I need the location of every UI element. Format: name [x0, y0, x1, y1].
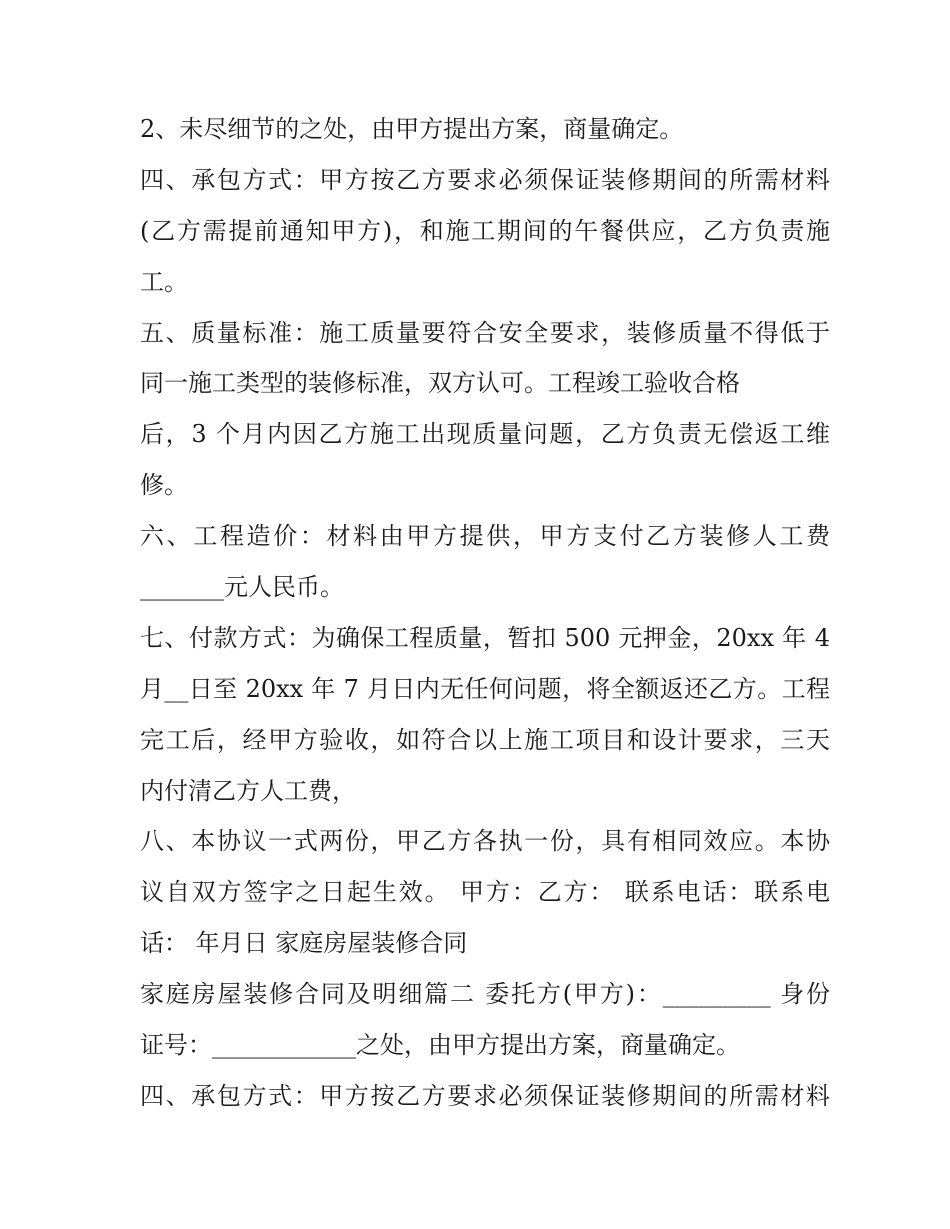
text-line-10: _______元人民币。 — [140, 573, 344, 602]
text-line-8: 修。 — [140, 471, 188, 500]
document-body — [140, 104, 830, 1122]
text-line-5: 五、质量标准：施工质量要符合安全要求，装修质量不得低于 — [140, 318, 830, 347]
text-line-17: 话： 年月日 家庭房屋装修合同 — [140, 929, 468, 958]
text-line-3: (乙方需提前通知甲方)，和施工期间的午餐供应，乙方负责施 — [140, 216, 830, 245]
text-line-14: 内付清乙方人工费， — [140, 776, 356, 805]
text-line-13: 完工后，经甲方验收，如符合以上施工项目和设计要求，三天 — [140, 725, 830, 754]
text-line-6: 同一施工类型的装修标准，双方认可。工程竣工验收合格 — [140, 369, 740, 398]
text-line-19: 证号：____________之处，由甲方提出方案，商量确定。 — [140, 1031, 740, 1060]
text-line-1: 2、未尽细节的之处，由甲方提出方案，商量确定。 — [140, 115, 684, 143]
text-line-16: 议自双方签字之日起生效。 甲方：乙方： 联系电话：联系电 — [140, 878, 830, 907]
text-line-9: 六、工程造价：材料由甲方提供，甲方支付乙方装修人工费 — [140, 522, 830, 551]
text-line-11: 七、付款方式：为确保工程质量，暂扣 500 元押金，20xx 年 4 — [140, 623, 830, 652]
text-line-20: 四、承包方式：甲方按乙方要求必须保证装修期间的所需材料 — [140, 1081, 830, 1110]
text-line-7: 后，3 个月内因乙方施工出现质量问题，乙方负责无偿返工维 — [140, 420, 830, 449]
text-line-4: 工。 — [140, 267, 188, 296]
text-line-15: 八、本协议一式两份，甲乙方各执一份，具有相同效应。本协 — [140, 827, 830, 856]
text-line-18: 家庭房屋装修合同及明细篇二 委托方(甲方)：_________ 身份 — [140, 980, 830, 1009]
text-line-2: 四、承包方式：甲方按乙方要求必须保证装修期间的所需材料 — [140, 165, 830, 194]
text-line-12: 月__日至 20xx 年 7 月日内无任何问题，将全额返还乙方。工程 — [140, 674, 830, 703]
